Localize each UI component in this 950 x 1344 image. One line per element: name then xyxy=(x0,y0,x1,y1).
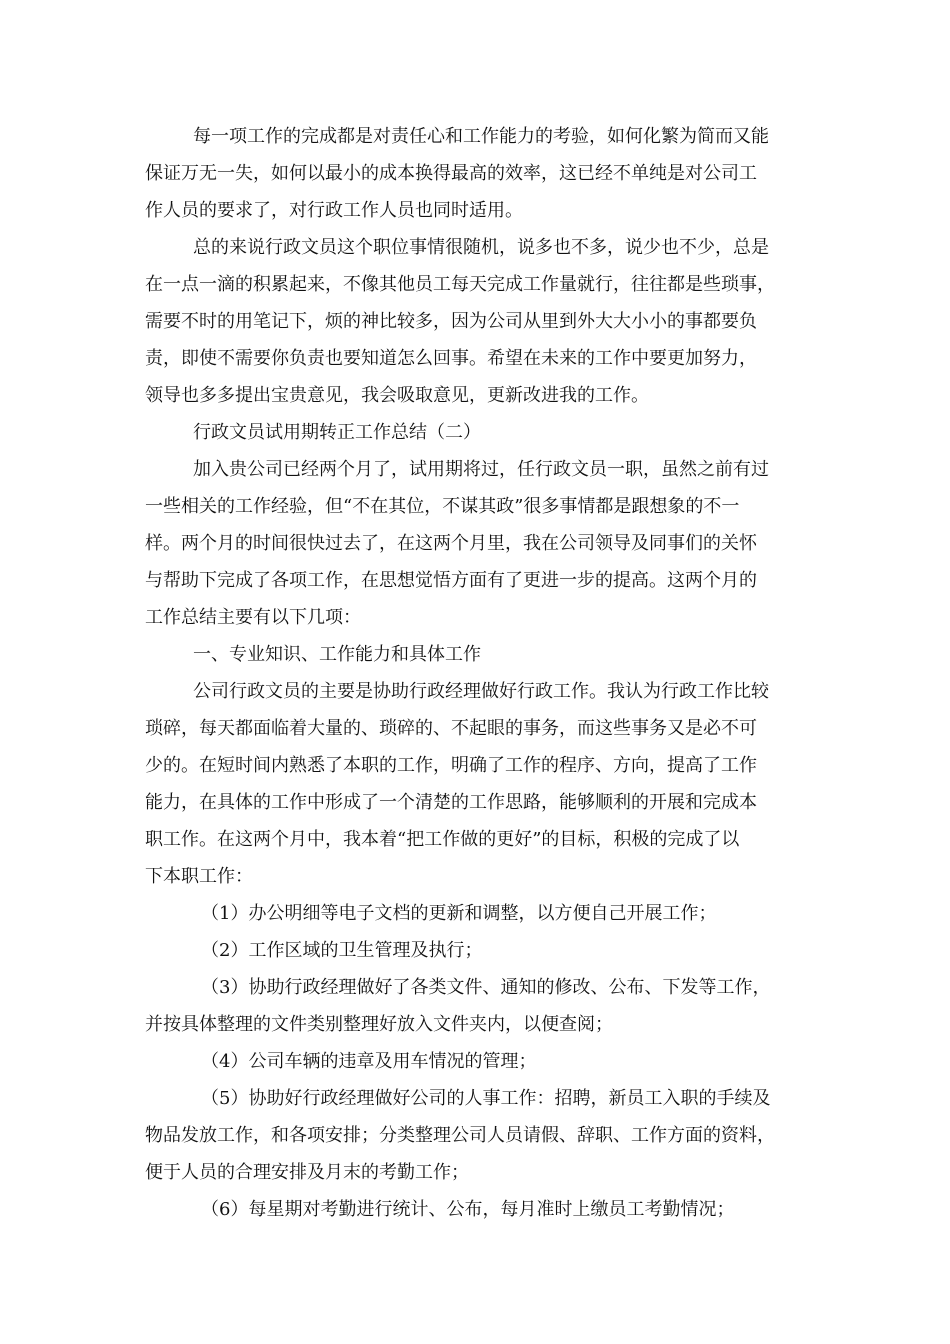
text-line: 一、专业知识、工作能力和具体工作 xyxy=(193,644,481,665)
text-line: 物品发放工作，和各项安排；分类整理公司人员请假、辞职、工作方面的资料， xyxy=(145,1125,775,1146)
text-line: 在一点一滴的积累起来，不像其他员工每天完成工作量就行，往往都是些琐事， xyxy=(145,274,775,295)
text-line: 便于人员的合理安排及月末的考勤工作； xyxy=(145,1162,469,1183)
text-line: 与帮助下完成了各项工作，在思想觉悟方面有了更进一步的提高。这两个月的 xyxy=(145,570,757,591)
text-line: 总的来说行政文员这个职位事情很随机，说多也不多，说少也不少，总是 xyxy=(193,237,769,258)
list-item xyxy=(145,1080,805,1191)
list-item xyxy=(145,895,805,932)
text-line: 保证万无一失，如何以最小的成本换得最高的效率，这已经不单纯是对公司工 xyxy=(145,163,757,184)
text-line: 工作总结主要有以下几项： xyxy=(145,607,361,628)
text-line: （6）每星期对考勤进行统计、公布，每月准时上缴员工考勤情况； xyxy=(201,1199,735,1220)
section-heading xyxy=(145,414,805,451)
text-line: 每一项工作的完成都是对责任心和工作能力的考验，如何化繁为简而又能 xyxy=(193,126,769,147)
text-line: （3）协助行政经理做好了各类文件、通知的修改、公布、下发等工作， xyxy=(201,977,771,998)
text-line: 领导也多多提出宝贵意见，我会吸取意见，更新改进我的工作。 xyxy=(145,385,649,406)
body-paragraph xyxy=(145,451,805,636)
text-line: 行政文员试用期转正工作总结（二） xyxy=(193,422,481,443)
list-item xyxy=(145,1043,805,1080)
text-line: 少的。在短时间内熟悉了本职的工作，明确了工作的程序、方向，提高了工作 xyxy=(145,755,757,776)
text-line: 下本职工作： xyxy=(145,866,253,887)
text-line: 并按具体整理的文件类别整理好放入文件夹内，以便查阅； xyxy=(145,1014,613,1035)
body-paragraph xyxy=(145,118,805,229)
text-line: 责，即使不需要你负责也要知道怎么回事。希望在未来的工作中要更加努力， xyxy=(145,348,757,369)
text-line: 公司行政文员的主要是协助行政经理做好行政工作。我认为行政工作比较 xyxy=(193,681,769,702)
text-line: （1）办公明细等电子文档的更新和调整，以方便自己开展工作； xyxy=(201,903,717,924)
text-line: 一些相关的工作经验，但“不在其位，不谋其政”很多事情都是跟想象的不一 xyxy=(145,496,740,517)
body-paragraph xyxy=(145,673,805,895)
list-item xyxy=(145,969,805,1043)
document-body xyxy=(145,118,805,1228)
list-item xyxy=(145,1191,805,1228)
document-page xyxy=(145,118,805,1228)
text-line: （4）公司车辆的违章及用车情况的管理； xyxy=(201,1051,537,1072)
text-line: 样。两个月的时间很快过去了，在这两个月里，我在公司领导及同事们的关怀 xyxy=(145,533,757,554)
text-line: 加入贵公司已经两个月了，试用期将过，任行政文员一职，虽然之前有过 xyxy=(193,459,769,480)
section-heading xyxy=(145,636,805,673)
text-line: 职工作。在这两个月中，我本着“把工作做的更好”的目标，积极的完成了以 xyxy=(145,829,740,850)
list-item xyxy=(145,932,805,969)
text-line: 需要不时的用笔记下，烦的神比较多，因为公司从里到外大大小小的事都要负 xyxy=(145,311,757,332)
text-line: 能力，在具体的工作中形成了一个清楚的工作思路，能够顺利的开展和完成本 xyxy=(145,792,757,813)
body-paragraph xyxy=(145,229,805,414)
text-line: （5）协助好行政经理做好公司的人事工作：招聘，新员工入职的手续及 xyxy=(201,1088,771,1109)
text-line: 作人员的要求了，对行政工作人员也同时适用。 xyxy=(145,200,523,221)
text-line: 琐碎，每天都面临着大量的、琐碎的、不起眼的事务，而这些事务又是必不可 xyxy=(145,718,757,739)
text-line: （2）工作区域的卫生管理及执行； xyxy=(201,940,483,961)
